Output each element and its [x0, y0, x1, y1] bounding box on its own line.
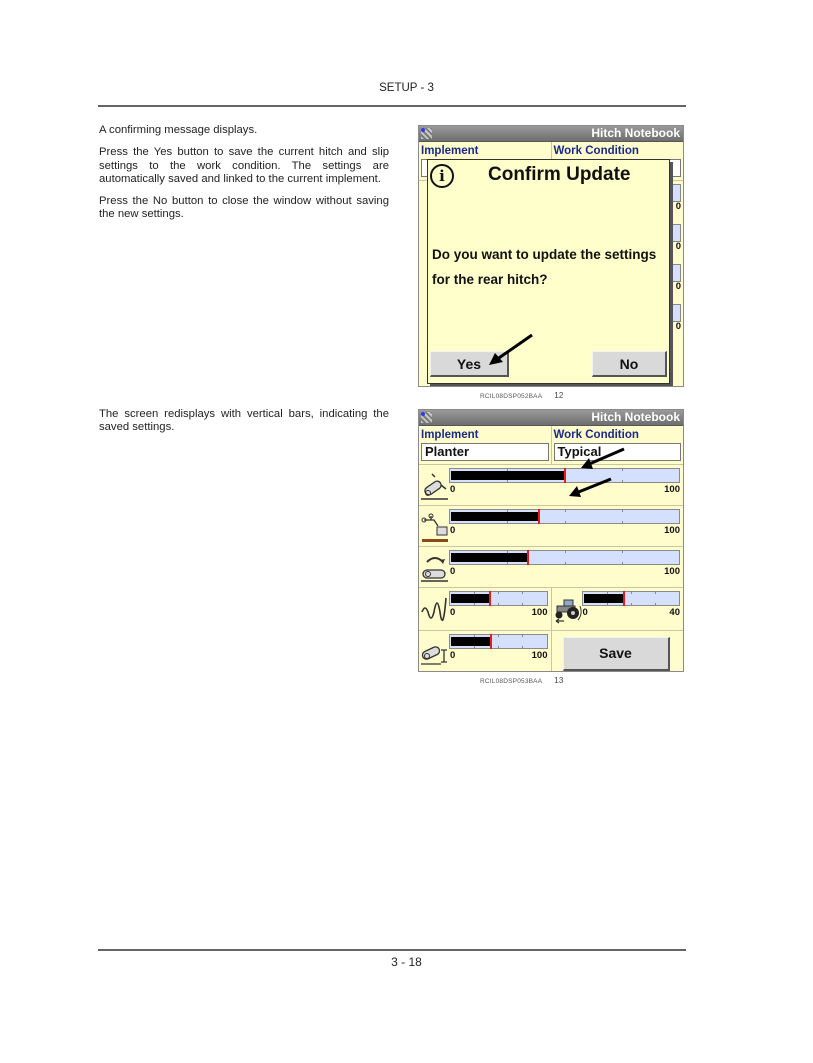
work-condition-label-bg: Work Condition [553, 145, 639, 157]
window-titlebar [419, 126, 683, 142]
paragraph: Press the No button to close the window without saving the new settings. [99, 195, 389, 221]
draft-load-icon [421, 512, 449, 542]
bar-max-label: 100 [664, 525, 680, 536]
work-condition-label: Work Condition [553, 429, 639, 441]
bar-tick [522, 635, 523, 637]
window-menu-icon[interactable] [421, 412, 432, 423]
bar-tick [522, 592, 523, 594]
hitch-position-icon [421, 471, 449, 501]
sensitivity-wave-icon [421, 594, 449, 624]
footer-rule [98, 949, 686, 951]
saved-setting-marker [564, 468, 566, 483]
sensitivity-bar[interactable] [449, 591, 548, 606]
header-row [419, 426, 683, 465]
confirm-update-dialog [427, 159, 670, 384]
bar-tick [622, 510, 623, 512]
paragraph: A confirming message displays. [99, 124, 258, 136]
bar-tick [498, 603, 499, 605]
section1-text [99, 124, 389, 231]
dialog-message: Do you want to update the settings for the rear hitch? [432, 247, 657, 287]
bar-fill [451, 553, 528, 562]
bar-peek [671, 184, 681, 202]
slip-bar[interactable] [582, 591, 681, 606]
bar-max-peek: 0 [675, 241, 681, 252]
bar-tick [607, 603, 608, 605]
implement-label-bg: Implement [421, 145, 479, 157]
bar-tick [507, 521, 508, 523]
bar-min-label: 0 [450, 607, 456, 618]
bar-tick [565, 521, 566, 523]
bar-max-label: 100 [664, 484, 680, 495]
no-button[interactable]: No [592, 351, 667, 377]
saved-setting-marker [527, 550, 529, 565]
bar-tick [507, 562, 508, 564]
bar-tick [498, 635, 499, 637]
sensitivity-cell [419, 588, 551, 630]
bar-min-label: 0 [450, 566, 456, 577]
draft-load-bar[interactable] [449, 509, 680, 524]
bar-min-label: 0 [450, 484, 456, 495]
hitch-position-bar[interactable] [449, 468, 680, 483]
upper-limit-cell [419, 631, 551, 672]
section2-text [99, 408, 389, 444]
bar-tick [565, 562, 566, 564]
implement-column [419, 426, 551, 464]
split-row [419, 631, 683, 672]
saved-setting-marker [490, 634, 492, 649]
window-titlebar [419, 410, 683, 426]
header-rule [98, 105, 686, 107]
hitch-drop-rate-icon [421, 553, 449, 583]
caption-number: 12 [554, 391, 564, 400]
bar-fill [451, 512, 539, 521]
caption-code: RCIL08DSP052BAA [480, 393, 543, 400]
bar-tick [655, 603, 656, 605]
paragraph: The screen redisplays with vertical bars, indicating the saved settings. [99, 408, 389, 434]
pointer-arrow-icon [486, 332, 536, 368]
bar-fill [451, 471, 565, 480]
bar-peek [671, 264, 681, 282]
figure-caption [480, 391, 564, 400]
saved-setting-marker [538, 509, 540, 524]
upper-limit-bar[interactable] [449, 634, 548, 649]
figure-caption [480, 676, 564, 685]
bar-tick [631, 603, 632, 605]
bar-min-label: 0 [582, 607, 588, 618]
bar-tick [655, 592, 656, 594]
yes-button[interactable]: Yes [430, 351, 509, 377]
bar-tick [622, 521, 623, 523]
bar-tick [622, 551, 623, 553]
bar-tick [631, 592, 632, 594]
window-title: Hitch Notebook [591, 410, 680, 424]
caption-code: RCIL08DSP053BAA [480, 678, 543, 685]
dialog-title: Confirm Update [488, 164, 631, 185]
save-button[interactable]: Save [563, 637, 670, 671]
implement-field[interactable]: Planter [421, 443, 549, 461]
bar-tick [498, 646, 499, 648]
page-header: SETUP - 3 [379, 82, 434, 94]
hitch-notebook-screen-confirm [418, 125, 684, 387]
saved-setting-marker [623, 591, 625, 606]
bar-tick [522, 603, 523, 605]
bar-tick [565, 551, 566, 553]
work-condition-field[interactable]: Typical [554, 443, 682, 461]
bar-fill [451, 594, 490, 603]
bar-max-peek: 0 [675, 281, 681, 292]
info-icon: i [430, 164, 454, 188]
hitch-drop-rate-bar[interactable] [449, 550, 680, 565]
save-cell [551, 631, 684, 672]
page-footer: 3 - 18 [391, 955, 422, 969]
bar-max-peek: 0 [675, 321, 681, 332]
tractor-slip-icon [554, 594, 582, 624]
bar-max-label: 100 [531, 650, 548, 661]
paragraph: Press the Yes button to save the current hitch and slip settings to the work condition. The settings are automatically saved and linked to the current implement. [99, 146, 389, 185]
bar-min-label: 0 [450, 525, 456, 536]
bar-tick [498, 592, 499, 594]
bar-tick [622, 562, 623, 564]
bar-tick [565, 510, 566, 512]
bar-row [419, 506, 683, 547]
bar-tick [507, 480, 508, 482]
bar-tick [474, 646, 475, 648]
pointer-arrow-icon [567, 477, 613, 499]
bar-row [419, 465, 683, 506]
window-title: Hitch Notebook [591, 126, 680, 140]
bar-peek [671, 304, 681, 322]
window-menu-icon[interactable] [421, 128, 432, 139]
bar-peek [671, 224, 681, 242]
bar-max-peek: 0 [675, 201, 681, 212]
bar-fill [584, 594, 624, 603]
bar-max-label: 100 [664, 566, 680, 577]
bar-tick [622, 480, 623, 482]
bar-max-label: 100 [531, 607, 548, 618]
slip-cell [551, 588, 684, 630]
implement-label: Implement [421, 429, 479, 441]
bar-fill [451, 637, 491, 646]
bar-max-label: 40 [669, 607, 680, 618]
bar-tick [474, 603, 475, 605]
hitch-notebook-screen-saved [418, 409, 684, 672]
bar-row [419, 547, 683, 588]
pointer-arrow-icon [579, 446, 627, 472]
caption-number: 13 [554, 676, 564, 685]
bar-tick [522, 646, 523, 648]
hitch-upper-limit-icon [421, 637, 449, 667]
bar-min-label: 0 [450, 650, 456, 661]
split-row [419, 588, 683, 631]
saved-setting-marker [489, 591, 491, 606]
